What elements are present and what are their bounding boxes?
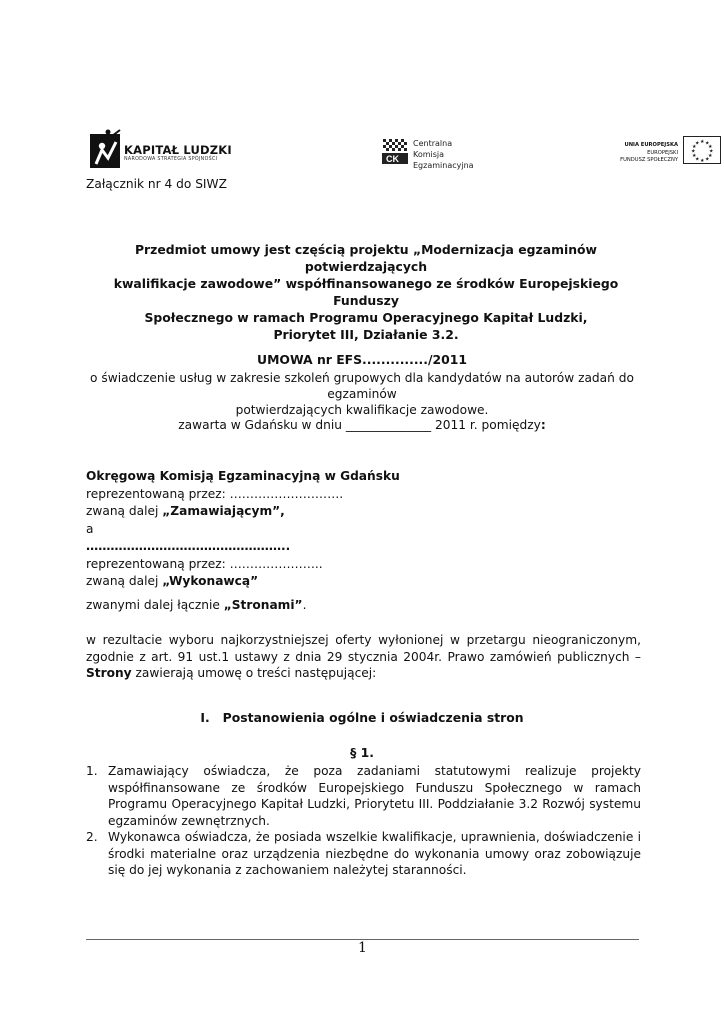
svg-text:★: ★: [695, 156, 700, 163]
parties-block: [86, 468, 638, 591]
subject-line: Priorytet III, Działanie 3.2.: [273, 327, 459, 342]
contract-title: UMOWA nr EFS............../2011: [257, 352, 467, 367]
together-suffix: .: [302, 598, 307, 612]
eu-label-line2: EUROPEJSKI: [647, 149, 678, 156]
concluded-text: zawarta w Gdańsku w dniu ______________ 2011 r. pomiędzy: [178, 418, 541, 432]
and-label: a: [86, 521, 94, 536]
contract-description: [86, 370, 638, 418]
cke-mark: CK: [386, 154, 399, 164]
kapital-ludzki-subtitle: NARODOWA STRATEGIA SPÓJNOŚCI: [124, 157, 218, 162]
list-item: [86, 829, 641, 879]
section-heading: [86, 710, 638, 725]
clause-list: [86, 763, 641, 879]
concluded-colon: :: [540, 418, 546, 432]
party1-called-name: „Zamawiającym”,: [162, 504, 285, 518]
contract-description-line: o świadczenie usług w zakresie szkoleń grupowych dla kandydatów na autorów zadań do egzaminów: [90, 371, 634, 401]
section-title: Postanowienia ogólne i oświadczenia stron: [222, 710, 524, 725]
subject-line: Społecznego w ramach Programu Operacyjnego Kapitał Ludzki,: [144, 310, 588, 325]
svg-text:★: ★: [705, 140, 710, 147]
svg-text:★: ★: [692, 153, 697, 159]
party2-called-name: „Wykonawcą”: [162, 574, 259, 588]
parties-together: [86, 598, 306, 612]
tender-result-paragraph: [86, 632, 641, 682]
list-item-text: Wykonawca oświadcza, że posiada wszelkie kwalifikacje, uprawnienia, doświadczenie i środki materialne oraz urządzenia niezbędne do wykonania umowy oraz zobowiązuje się do jej wykonania z zachowaniem należytej staranności.: [108, 830, 641, 877]
eu-label: [612, 142, 678, 165]
party1-called-prefix: zwaną dalej: [86, 504, 163, 518]
subject-line: kwalifikacje zawodowe” współfinansowanego ze środków Europejskiego Funduszy: [113, 276, 619, 308]
party2-called-prefix: zwaną dalej: [86, 574, 163, 588]
together-prefix: zwanymi dalej łącznie: [86, 598, 224, 612]
cke-name-line: Egzaminacyjna: [413, 161, 474, 170]
party2-representative: reprezentowaną przez: …………………..: [86, 556, 323, 571]
result-text-before: w rezultacie wyboru najkorzystniejszej oferty wyłonionej w przetargu nieograniczonym, zgodnie z art. 91 ust.1 ustawy z dnia 29 stycznia 2004r. Prawo zamówień publicznych –: [86, 633, 641, 664]
svg-text:★: ★: [708, 144, 713, 150]
list-item: [86, 763, 641, 829]
svg-text:★: ★: [700, 139, 705, 145]
contract-description-line: potwierdzających kwalifikacje zawodowe.: [235, 403, 489, 417]
svg-text:★: ★: [695, 140, 700, 147]
cke-name-line: Centralna: [413, 139, 453, 148]
list-item-number: 1.: [86, 764, 98, 778]
eu-stars-icon: [684, 137, 720, 163]
svg-text:★: ★: [692, 144, 697, 150]
cke-emblem-icon: [380, 136, 410, 166]
party1-representative: reprezentowaną przez: ……………………….: [86, 486, 344, 501]
svg-text:★: ★: [708, 153, 713, 159]
paragraph-number: § 1.: [350, 745, 374, 760]
contract-subject: [96, 241, 636, 343]
result-bold: Strony: [86, 666, 132, 680]
eu-flag: [683, 136, 721, 164]
contract-concluded: [86, 418, 638, 432]
cke-name: [413, 138, 474, 171]
eu-label-line1: UNIA EUROPEJSKA: [624, 142, 678, 148]
result-text-after: zawierają umowę o treści następującej:: [131, 666, 377, 680]
section-number: I.: [200, 710, 210, 725]
party1-called: [86, 503, 638, 521]
subject-line: Przedmiot umowy jest częścią projektu „Modernizacja egzaminów potwierdzających: [134, 242, 598, 274]
svg-text:★: ★: [691, 148, 696, 155]
annex-label: Załącznik nr 4 do SIWZ: [86, 177, 227, 191]
list-item-text: Zamawiający oświadcza, że poza zadaniami statutowymi realizuje projekty współfinansowane ze środków Europejskiego Funduszu Społecznego w ramach Programu Operacyjnego Kapitał Ludzki, Priorytetu III. Poddziałanie 3.2 Rozwój systemu egzaminów zewnętrznych.: [108, 764, 641, 828]
party1-name: Okręgową Komisją Egzaminacyjną w Gdańsku: [86, 469, 400, 483]
kapital-ludzki-emblem-icon: [86, 128, 126, 174]
cke-logo: [380, 136, 410, 169]
svg-text:★: ★: [700, 158, 705, 163]
cke-name-line: Komisja: [413, 150, 445, 159]
list-item-number: 2.: [86, 830, 98, 844]
page-number: 1: [358, 940, 367, 956]
svg-text:★: ★: [709, 148, 714, 155]
party2-called: [86, 573, 638, 591]
together-name: „Stronami”: [223, 598, 303, 612]
svg-text:★: ★: [705, 156, 710, 163]
kapital-ludzki-title: KAPITAŁ LUDZKI: [124, 143, 232, 157]
eu-label-line3: FUNDUSZ SPOŁECZNY: [620, 157, 678, 163]
party2-name: …………………………………………..: [86, 539, 291, 553]
